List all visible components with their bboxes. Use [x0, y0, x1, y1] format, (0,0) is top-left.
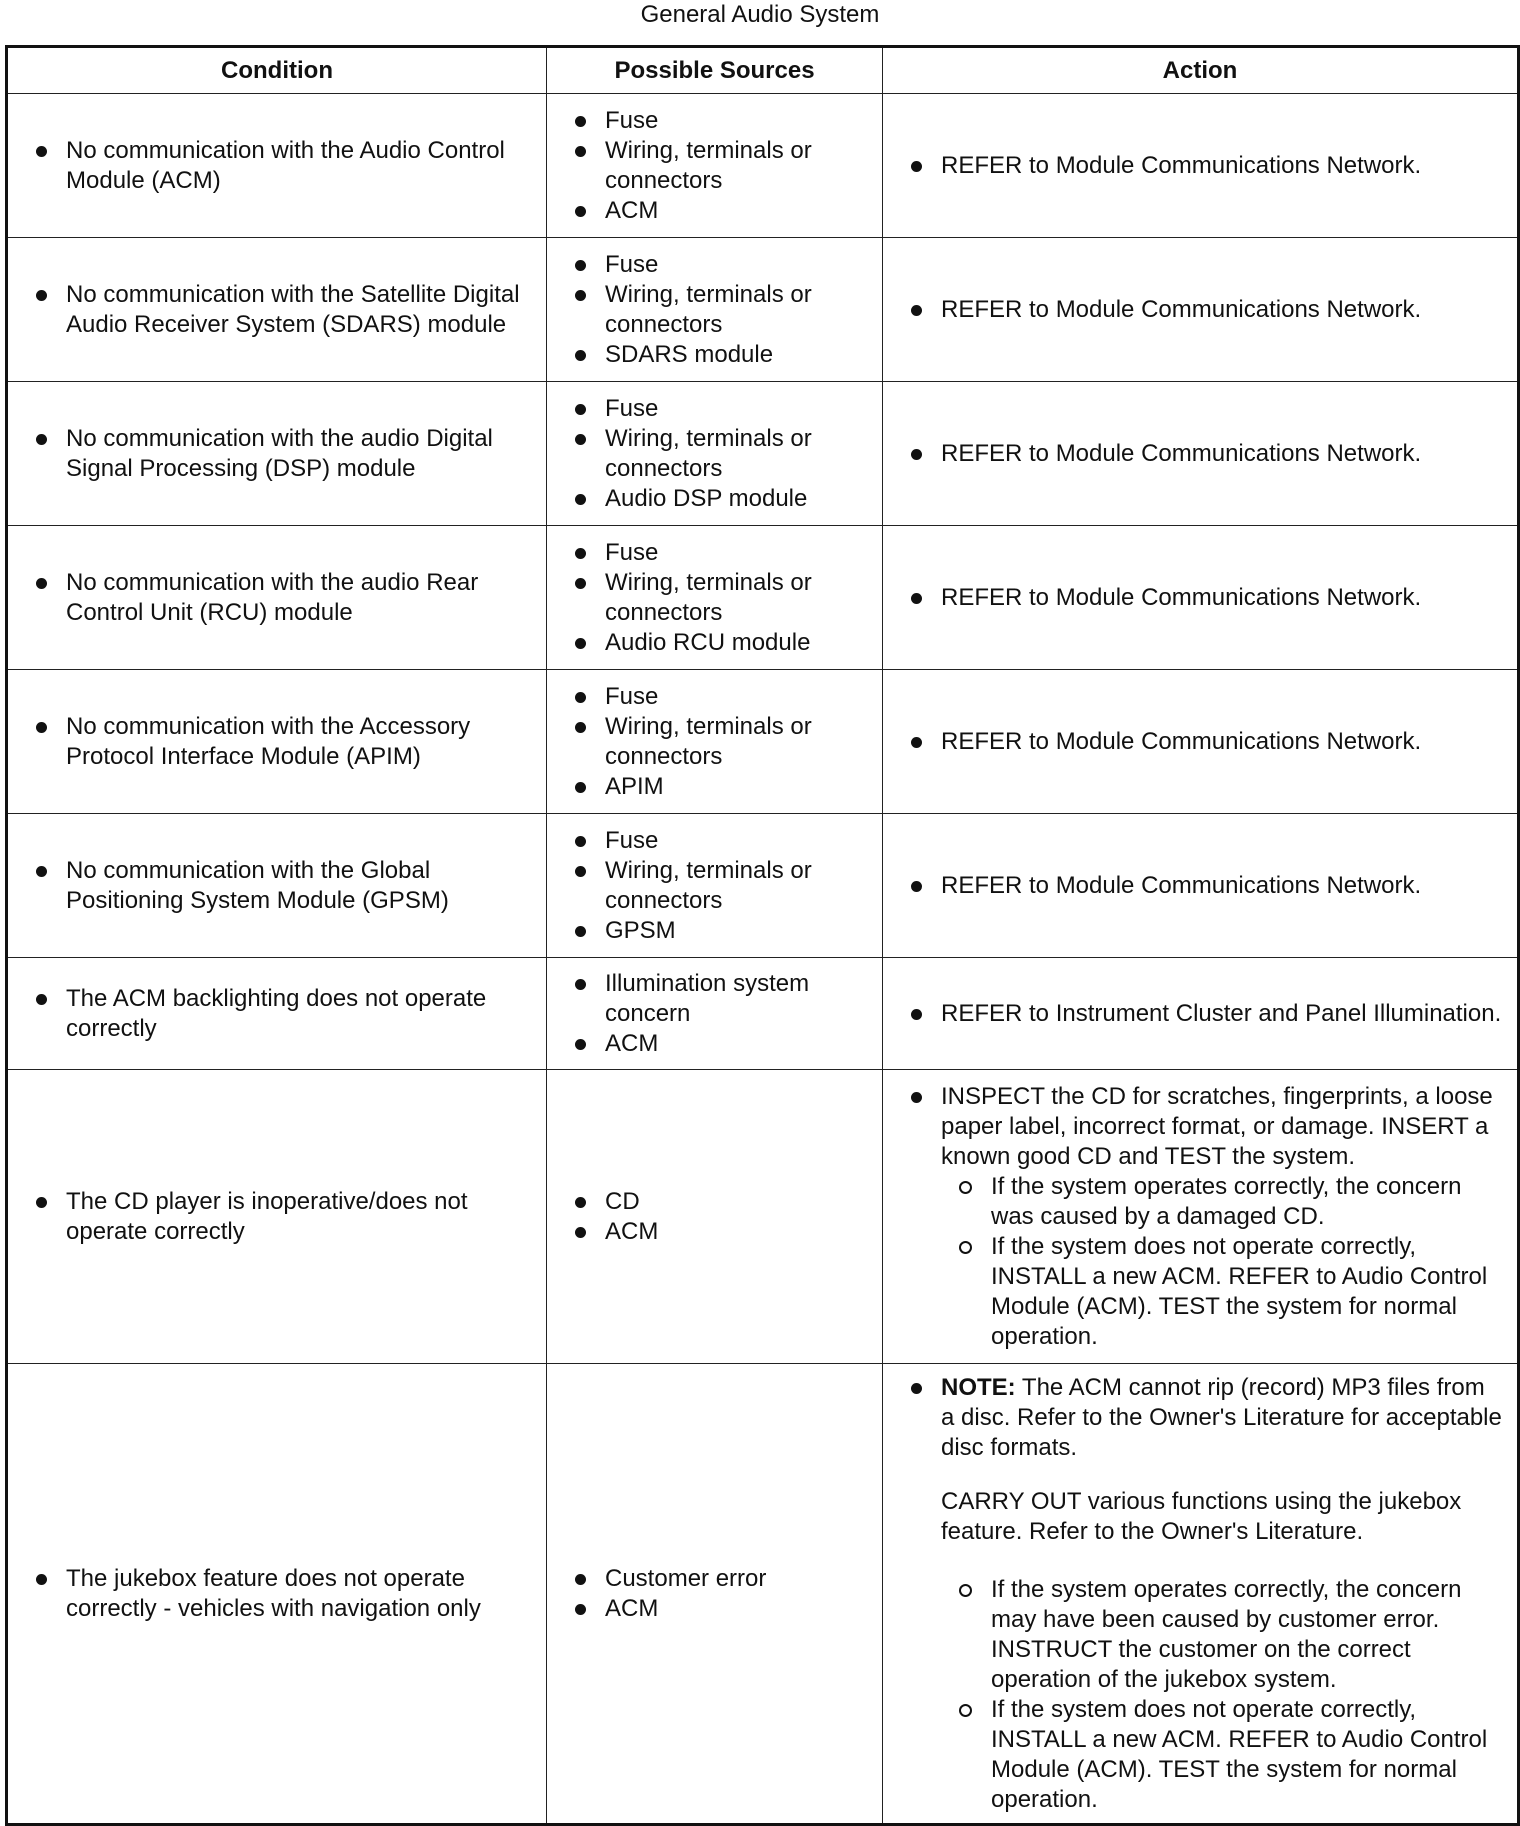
source-item: ACM — [547, 1029, 882, 1059]
condition-text: The ACM backlighting does not operate correctly — [8, 984, 546, 1044]
action-cell — [883, 526, 1519, 670]
source-item: CD — [547, 1187, 882, 1217]
action-text: REFER to Module Communications Network. — [883, 727, 1517, 757]
condition-text: No communication with the Audio Control Module (ACM) — [8, 136, 546, 196]
spacer — [941, 1463, 1503, 1487]
source-item: Audio RCU module — [547, 628, 882, 658]
action-cell — [883, 1364, 1519, 1825]
source-item: Fuse — [547, 682, 882, 712]
condition-cell — [7, 1070, 547, 1364]
action-text: REFER to Module Communications Network. — [883, 439, 1517, 469]
sub-action-item: If the system does not operate correctly, INSTALL a new ACM. REFER to Audio Control Module (ACM). TEST the system for normal operation. — [941, 1232, 1503, 1352]
action-text: CARRY OUT various functions using the jukebox feature. Refer to the Owner's Literature. — [941, 1487, 1462, 1545]
sources-cell — [547, 958, 883, 1070]
sources-cell — [547, 814, 883, 958]
page-title: General Audio System — [640, 1, 880, 28]
condition-cell — [7, 526, 547, 670]
source-item: APIM — [547, 772, 882, 802]
condition-text: No communication with the audio Digital Signal Processing (DSP) module — [8, 424, 546, 484]
table-row — [7, 670, 1519, 814]
source-item: ACM — [547, 196, 882, 226]
source-item: SDARS module — [547, 340, 882, 370]
note-label: NOTE: — [941, 1373, 1016, 1401]
condition-cell — [7, 814, 547, 958]
condition-text: No communication with the audio Rear Control Unit (RCU) module — [8, 568, 546, 628]
table-row — [7, 1070, 1519, 1364]
header-possible-sources: Possible Sources — [547, 47, 883, 94]
header-action: Action — [883, 47, 1519, 94]
table-row — [7, 382, 1519, 526]
source-item: Fuse — [547, 250, 882, 280]
condition-text: No communication with the Global Positioning System Module (GPSM) — [8, 856, 546, 916]
source-item: Fuse — [547, 394, 882, 424]
source-item: Wiring, terminals or connectors — [547, 280, 882, 340]
sources-cell — [547, 238, 883, 382]
sources-cell — [547, 1364, 883, 1825]
source-item: ACM — [547, 1594, 882, 1624]
source-item: Wiring, terminals or connectors — [547, 712, 882, 772]
sources-cell — [547, 670, 883, 814]
action-cell — [883, 958, 1519, 1070]
table-row — [7, 526, 1519, 670]
source-item: ACM — [547, 1217, 882, 1247]
sources-cell — [547, 382, 883, 526]
condition-text: The CD player is inoperative/does not operate correctly — [8, 1187, 546, 1247]
source-item: Wiring, terminals or connectors — [547, 424, 882, 484]
note-paragraph — [941, 1373, 1503, 1463]
diagnostic-table — [5, 45, 1520, 1826]
table-row — [7, 1364, 1519, 1825]
action-item — [883, 1082, 1517, 1352]
sub-action-item: If the system operates correctly, the concern may have been caused by customer error. INSTRUCT the customer on the correct operation of the jukebox system. — [941, 1575, 1503, 1695]
sub-action-item: If the system operates correctly, the concern was caused by a damaged CD. — [941, 1172, 1503, 1232]
action-cell — [883, 94, 1519, 238]
sub-action-item: If the system does not operate correctly, INSTALL a new ACM. REFER to Audio Control Module (ACM). TEST the system for normal operation. — [941, 1695, 1503, 1815]
spacer — [941, 1547, 1503, 1575]
condition-cell — [7, 382, 547, 526]
source-item: Wiring, terminals or connectors — [547, 136, 882, 196]
sources-cell — [547, 94, 883, 238]
source-item: Customer error — [547, 1564, 882, 1594]
action-text: REFER to Module Communications Network. — [883, 871, 1517, 901]
condition-cell — [7, 238, 547, 382]
source-item: GPSM — [547, 916, 882, 946]
source-item: Audio DSP module — [547, 484, 882, 514]
condition-cell — [7, 1364, 547, 1825]
header-condition: Condition — [7, 47, 547, 94]
action-text: REFER to Instrument Cluster and Panel Illumination. — [883, 999, 1517, 1029]
source-item: Illumination system concern — [547, 969, 882, 1029]
condition-cell — [7, 670, 547, 814]
action-text: REFER to Module Communications Network. — [883, 295, 1517, 325]
action-cell — [883, 238, 1519, 382]
action-cell — [883, 1070, 1519, 1364]
condition-cell — [7, 94, 547, 238]
note-text: The ACM cannot rip (record) MP3 files from a disc. Refer to the Owner's Literature for acceptable disc formats. — [941, 1373, 1502, 1461]
condition-text: The jukebox feature does not operate correctly - vehicles with navigation only — [8, 1564, 546, 1624]
condition-text: No communication with the Satellite Digital Audio Receiver System (SDARS) module — [8, 280, 546, 340]
source-item: Fuse — [547, 538, 882, 568]
action-text: INSPECT the CD for scratches, fingerprints, a loose paper label, incorrect format, or damage. INSERT a known good CD and TEST the system. — [941, 1082, 1493, 1170]
table-header-row — [7, 47, 1519, 94]
sources-cell — [547, 1070, 883, 1364]
table-row — [7, 238, 1519, 382]
source-item: Wiring, terminals or connectors — [547, 568, 882, 628]
action-text: REFER to Module Communications Network. — [883, 151, 1517, 181]
action-item — [883, 1373, 1517, 1815]
table-row — [7, 94, 1519, 238]
source-item: Fuse — [547, 106, 882, 136]
action-cell — [883, 670, 1519, 814]
action-text: REFER to Module Communications Network. — [883, 583, 1517, 613]
action-cell — [883, 382, 1519, 526]
source-item: Wiring, terminals or connectors — [547, 856, 882, 916]
source-item: Fuse — [547, 826, 882, 856]
action-cell — [883, 814, 1519, 958]
sources-cell — [547, 526, 883, 670]
table-row — [7, 814, 1519, 958]
condition-cell — [7, 958, 547, 1070]
table-row — [7, 958, 1519, 1070]
condition-text: No communication with the Accessory Protocol Interface Module (APIM) — [8, 712, 546, 772]
